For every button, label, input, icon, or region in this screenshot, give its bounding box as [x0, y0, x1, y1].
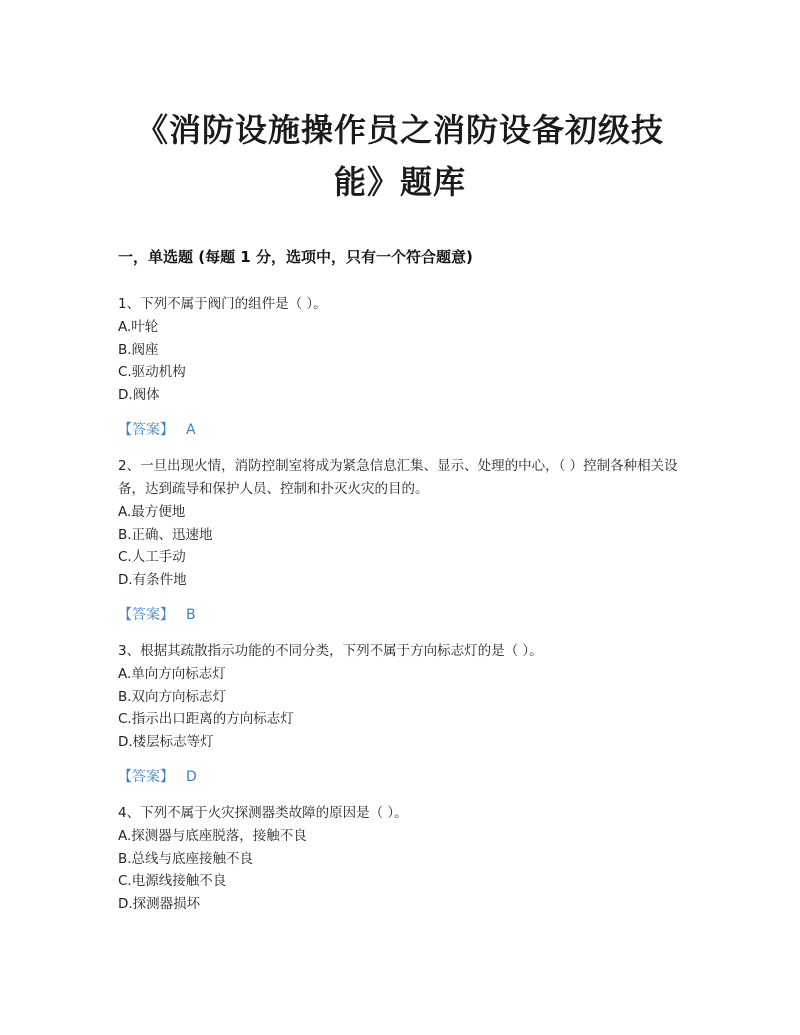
question-2: [118, 455, 684, 591]
option-b: B.总线与底座接触不良: [118, 850, 254, 867]
option-d: D.有条件地: [118, 571, 187, 588]
answer-label: 【答案】: [118, 607, 174, 623]
option-a: A.叶轮: [118, 319, 159, 335]
document-title: 《消防设施操作员之消防设备初级技能》题库: [135, 111, 664, 201]
answer-3: [118, 766, 197, 788]
option-a: A.最方便地: [118, 504, 186, 520]
answer-label: 【答案】: [118, 422, 174, 438]
option-d: D.探测器损坏: [118, 895, 201, 912]
option-d: D.楼层标志等灯: [118, 733, 214, 750]
option-c: C.指示出口距离的方向标志灯: [118, 711, 294, 727]
answer-2: [118, 604, 196, 626]
question-stem: 4、下列不属于火灾探测器类故障的原因是（ ）。: [118, 805, 408, 821]
question-3: [118, 640, 684, 753]
question-4: [118, 802, 684, 915]
option-b: B.正确、迅速地: [118, 526, 213, 543]
answer-value: D: [186, 769, 197, 785]
answer-1: [118, 419, 196, 441]
question-stem: 3、根据其疏散指示功能的不同分类，下列不属于方向标志灯的是（ ）。: [118, 643, 543, 659]
question-stem: 1、下列不属于阀门的组件是（ ）。: [118, 296, 327, 312]
answer-value: B: [186, 607, 196, 623]
answer-label: 【答案】: [118, 769, 174, 785]
question-1: [118, 293, 684, 406]
option-b: B.双向方向标志灯: [118, 688, 227, 705]
option-a: A.单向方向标志灯: [118, 666, 226, 682]
option-b: B.阀座: [118, 341, 159, 358]
option-a: A.探测器与底座脱落，接触不良: [118, 828, 307, 844]
option-c: C.电源线接触不良: [118, 873, 227, 889]
answer-value: A: [186, 422, 196, 438]
option-c: C.驱动机构: [118, 364, 186, 380]
option-c: C.人工手动: [118, 549, 186, 565]
option-d: D.阀体: [118, 386, 160, 403]
section-heading: 一，单选题 (每题 1 分，选项中，只有一个符合题意): [118, 248, 473, 266]
question-stem: 2、一旦出现火情，消防控制室将成为紧急信息汇集、显示、处理的中心，（ ）控制各种相关设备，达到疏导和保护人员、控制和扑灭火灾的目的。: [118, 458, 678, 497]
